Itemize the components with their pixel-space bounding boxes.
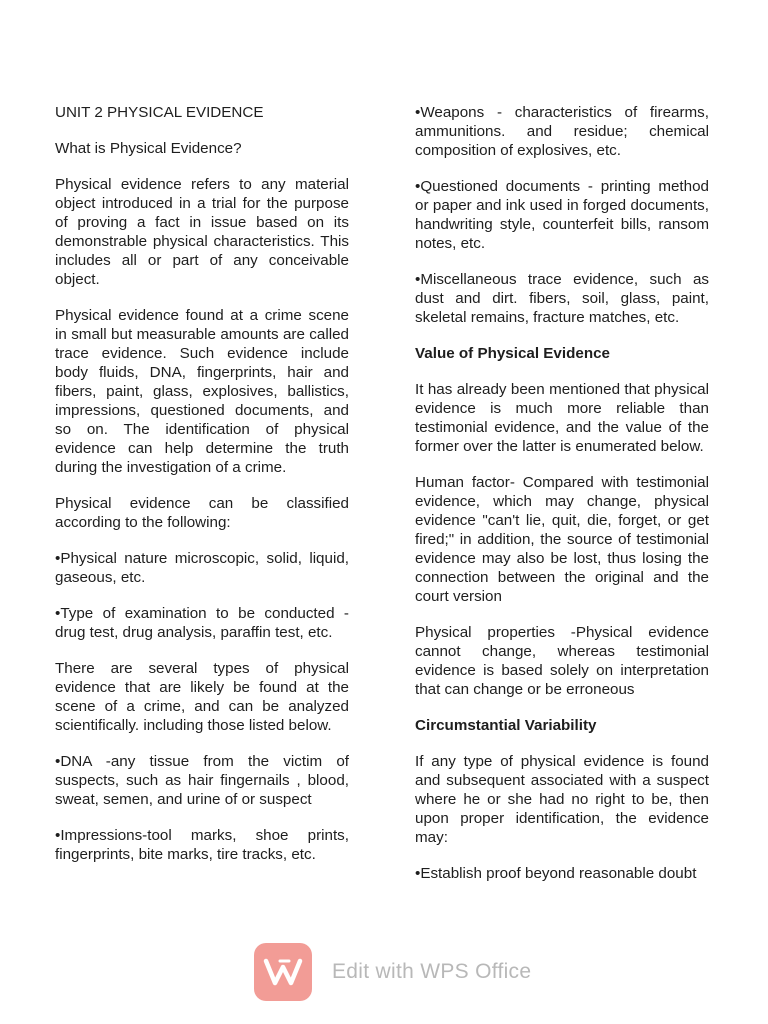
bullet-item: •Physical nature microscopic, solid, liquid, gaseous, etc. (55, 550, 349, 586)
wps-logo-icon (254, 943, 312, 1001)
bullet-item: •Questioned documents - printing method or paper and ink used in forged documents, handwriting style, counterfeit bills, ransom notes, etc. (415, 178, 709, 252)
paragraph: If any type of physical evidence is found and subsequent associated with a suspect where he or she had no right to be, then upon proper identification, the evidence may: (415, 753, 709, 846)
page-title: UNIT 2 PHYSICAL EVIDENCE (55, 104, 264, 121)
section-question: What is Physical Evidence? (55, 140, 242, 157)
section-heading-value: Value of Physical Evidence (415, 345, 610, 362)
watermark-text: Edit with WPS Office (332, 960, 532, 983)
left-column (55, 103, 349, 881)
paragraph: Physical evidence refers to any material object introduced in a trial for the purpose of proving a fact in issue based on its demonstrable physical characteristics. This includes all or part of any conceivable object. (55, 176, 349, 288)
paragraph: Physical evidence can be classified according to the following: (55, 495, 349, 531)
right-column (415, 103, 709, 900)
paragraph: Physical properties -Physical evidence cannot change, whereas testimonial evidence is based solely on interpretation that can change or be erroneous (415, 624, 709, 698)
bullet-item: •DNA -any tissue from the victim of suspects, such as hair fingernails , blood, sweat, semen, and urine of or suspect (55, 753, 349, 808)
bullet-item: •Establish proof beyond reasonable doubt (415, 865, 697, 882)
bullet-item: •Type of examination to be conducted - drug test, drug analysis, paraffin test, etc. (55, 605, 349, 641)
bullet-item: •Miscellaneous trace evidence, such as dust and dirt. fibers, soil, glass, paint, skeletal remains, fracture matches, etc. (415, 271, 709, 326)
bullet-item: •Impressions-tool marks, shoe prints, fingerprints, bite marks, tire tracks, etc. (55, 827, 349, 863)
paragraph: It has already been mentioned that physical evidence is much more reliable than testimonial evidence, and the value of the former over the latter is enumerated below. (415, 381, 709, 455)
section-heading-circumstantial: Circumstantial Variability (415, 717, 597, 734)
paragraph: There are several types of physical evidence that are likely be found at the scene of a crime, and can be analyzed scientifically. including those listed below. (55, 660, 349, 734)
bullet-item: •Weapons - characteristics of firearms, ammunitions. and residue; chemical composition of explosives, etc. (415, 104, 709, 159)
paragraph: Human factor- Compared with testimonial evidence, which may change, physical evidence "can't lie, quit, die, forget, or get fired;" in addition, the source of testimonial evidence may also be lost, thus losing the connection between the original and the court version (415, 474, 709, 605)
wps-watermark (254, 943, 531, 1001)
paragraph: Physical evidence found at a crime scene in small but measurable amounts are called trace evidence. Such evidence include body fluids, DNA, fingerprints, hair and fibers, paint, glass, explosives, ballistics, impressions, questioned documents, and so on. The identification of physical evidence can help determine the truth during the investigation of a crime. (55, 307, 349, 476)
wps-logo-mark (263, 955, 303, 989)
